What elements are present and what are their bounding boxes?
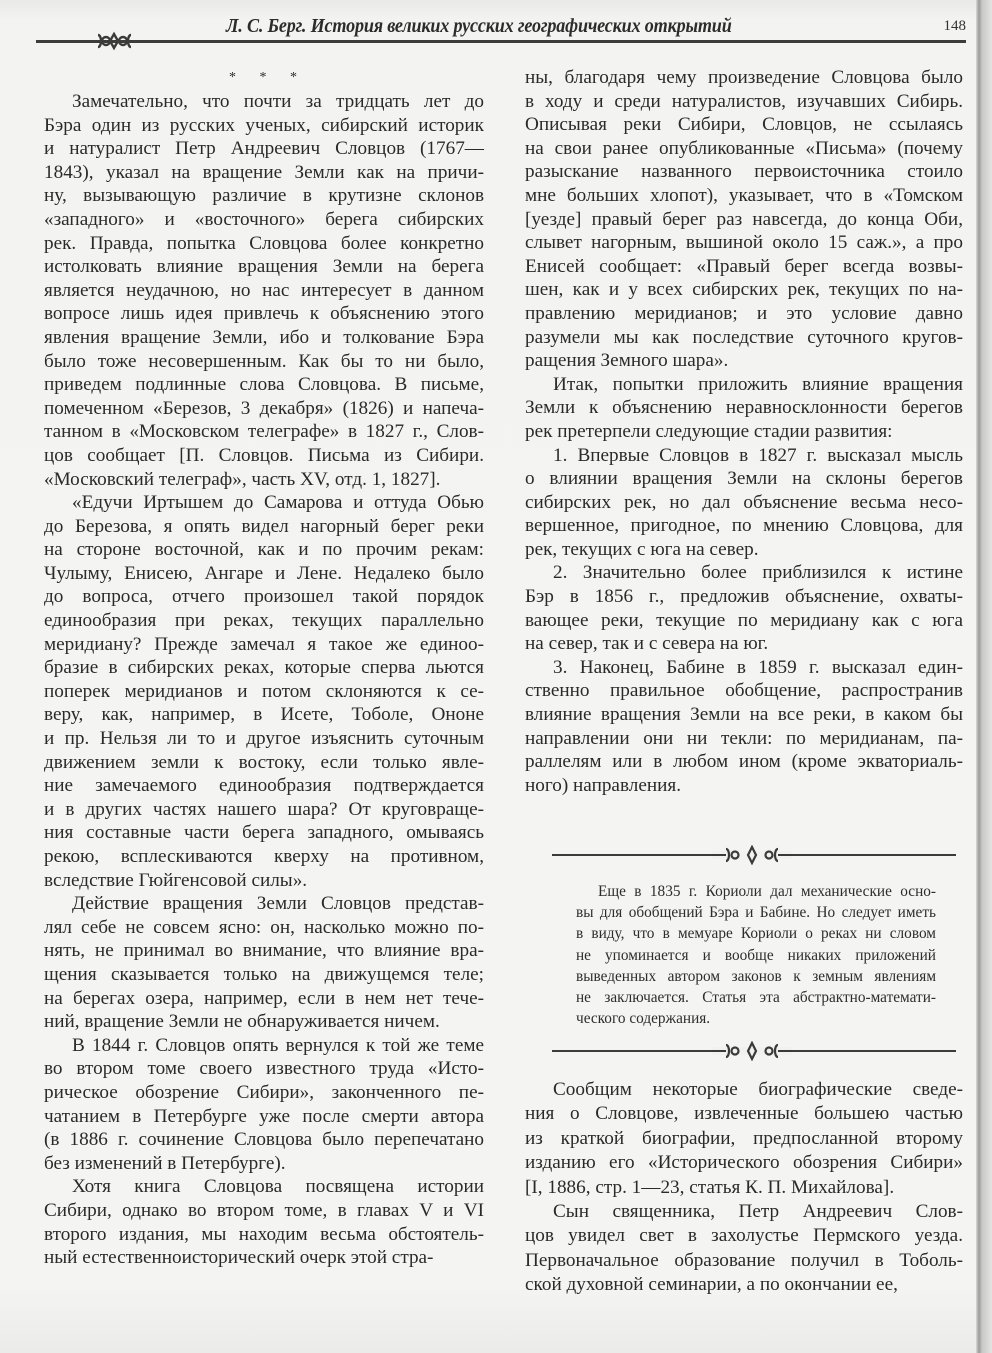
text-line: В 1844 г. Словцов опять вернулся к той же теме [72,1034,484,1056]
text-line: бразие в сибирских реках, которые сперва льются [44,657,484,679]
text-line: на стороне восточной, как и по прочим рекам: [44,539,484,561]
paragraph [525,373,963,444]
running-head [36,14,966,46]
text-line: Хотя книга Словцова посвящена истории [72,1176,484,1198]
text-line: изданию его «Исторического обозрения Сибири» [525,1152,963,1174]
footnote-box [552,843,956,1063]
text-line: рек претерпели следующие стадии развития: [525,420,893,442]
text-line: Первоначальное образование получил в Тоболь- [525,1249,963,1271]
right-column-lower [525,1078,963,1298]
text-line: 1843), указал на вращение Земли как на причи- [44,161,484,183]
text-line: Енисей сообщает: «Правый берег всегда возвы- [525,255,963,277]
text-line: ный естественноисторический очерк этой стра- [44,1247,434,1269]
text-line: было тоже несовершенным. Как бы то ни было, [44,350,484,372]
text-line: помеченном «Березов, 3 декабря» (1826) и напеча- [44,397,484,419]
footnote-line: вы для обобщений Бэра и Бабине. Но следует иметь [576,904,936,922]
text-line: до вопроса, отчего произошел такой порядок [44,586,484,608]
book-binding-edge [976,0,992,1353]
text-line: [уезде] правый берег раз навсегда, до конца Оби, [525,208,963,230]
text-line: раллелям или в любом ином (кроме экваториаль- [525,751,963,773]
text-line: без изменений в Петербурге). [44,1152,286,1174]
text-line: веру, как, например, в Исете, Тоболе, Ононе [44,704,484,726]
footnote-text [576,881,936,1029]
right-column [525,66,963,797]
text-line: на берегах озера, например, если в нем нет тече- [44,987,484,1009]
text-line: меридиану? Прежде замечал я такое же единоо- [44,633,484,655]
text-line: чатанием в Петербурге уже после смерти автора [44,1105,484,1127]
text-line: во втором томе своего известного труда «Исто- [44,1058,484,1080]
text-line: ния о Словцове, извлеченные большею частью [525,1103,963,1125]
footnote-line: не заключается. Статья эта абстрактно-математи- [576,988,936,1006]
note-bottom-rule [552,1039,956,1063]
text-line: является неудачною, но нас интересует в данном [44,279,484,301]
text-line: вершенное, пригодное, по мнению Словцова, для [525,515,963,537]
text-line: истолковать влияние вращения Земли на берега [44,256,484,278]
text-line: 3. Наконец, Бабине в 1859 г. высказал един- [553,656,963,678]
text-line: Действие вращения Земли Словцов представ- [72,893,484,915]
text-line: влияние вращения Земли на все реки, в каком бы [525,704,963,726]
text-line: ного) направления. [525,774,682,796]
text-line: ний, вращение Земли не обнаруживается ничем. [44,1011,440,1033]
text-line: ния составные части берега западного, омываясь [44,822,484,844]
text-line: шен, как и у всех сибирских рек, текущих по на- [525,279,963,301]
text-line: разумели мы как последствие суточного кругов- [525,326,963,348]
text-line: рек, текущих с юга на север. [525,538,759,560]
header-rule [36,40,966,43]
text-line: Сын священника, Петр Андреевич Слов- [553,1200,963,1222]
note-top-rule [552,843,956,867]
text-line: правлению меридианов; и это условие давно [525,302,963,324]
text-line: Описывая реки Сибири, Словцов, не ссылаясь [525,114,963,136]
left-column [44,66,484,1270]
text-line: единообразия при реках, текущих параллельно [44,610,484,632]
text-line: Земли к объяснению неравносклонности берегов [525,397,963,419]
scroll-ornament-icon [712,1041,792,1061]
text-line: цов увидел свет в захолустье Пермского уезда. [525,1225,963,1247]
text-line: на свои ранее опубликованные «Письма» (почему [525,137,963,159]
paragraph [525,561,963,655]
text-line: «Едучи Иртышем до Самарова и оттуда Обью [72,492,484,514]
text-line: ние замечаемого единообразия подтверждается [44,775,484,797]
text-line: Сибири, однако во втором томе, в главах V и VI [44,1199,484,1221]
text-line: рическое обозрение Сибири», законченного пе- [44,1081,484,1103]
text-line: в ходу и среди натуралистов, изучавших Сибирь. [525,90,963,112]
text-line: рек. Правда, попытка Словцова более конкретно [44,232,484,254]
text-line: «Московский телеграф», часть XV, отд. 1, 1827]. [44,468,441,490]
text-line: ны, благодаря чему произведение Словцова было [525,67,963,88]
text-line: поперек меридианов и потом склоняются к се- [44,680,484,702]
paragraph [44,90,484,491]
text-line: разыскание названного первоисточника стоило [525,161,963,183]
text-line: «западного» и «восточного» берега сибирских [44,208,484,230]
running-title: Л. С. Берг. История великих русских географических открытий [226,16,732,37]
paragraph [525,1078,963,1200]
text-line: 1. Впервые Словцов в 1827 г. высказал мысль [553,444,963,466]
footnote-line: Еще в 1835 г. Кориоли дал механические осно- [598,883,936,900]
text-line: вающее реки, текущие по меридиану как с юга [525,609,963,631]
text-line: ственно правильное обобщение, распространив [525,680,963,702]
text-line: [I, 1886, стр. 1—23, статья К. П. Михайлова]. [525,1176,895,1198]
text-line: до Березова, я опять видел нагорный берег реки [44,515,484,537]
text-line: на север, так и с севера на юг. [525,633,769,655]
text-line: Чулыму, Енисею, Ангаре и Лене. Недалеко было [44,562,484,584]
scroll-ornament-icon [712,845,792,865]
text-line: танном в «Московском телеграфе» в 1827 г., Слов- [44,421,484,443]
text-line: Замечательно, что почти за тридцать лет до [72,91,484,112]
right-paragraphs [525,66,963,797]
page-number: 148 [943,18,966,34]
left-paragraphs [44,90,484,1270]
text-line: 2. Значительно более приблизился к истине [553,562,963,584]
text-line: рекою, всплескиваются кверху на противном, [44,846,484,867]
paragraph [44,1175,484,1269]
paragraph [525,1200,963,1298]
text-line: из краткой биографии, предпосланной второму [525,1127,963,1149]
text-line: лял себе не совсем ясно: он, насколько можно по- [44,916,484,938]
text-line: Бэр в 1856 г., предложив объяснение, охваты- [525,586,963,608]
text-line: вследствие Гюйгенсовой силы». [44,869,308,891]
text-line: направлении они ни текли: по меридианам, па- [525,727,963,749]
paragraph [44,491,484,892]
text-line: ну, вызывающую различие в крутизне склонов [44,185,484,207]
text-line: второго издания, мы находим весьма обстоятель- [44,1223,484,1245]
text-line: и пр. Нельзя ли то и другое изъяснить суточным [44,728,484,750]
paragraph [525,444,963,562]
text-line: Бэра один из русских ученых, сибирский историк [44,114,484,136]
text-line: (в 1886 г. сочинение Словцова было перепечатано [44,1129,484,1151]
section-mark: * * * [229,70,307,85]
footnote-line: ческого содержания. [576,1010,711,1028]
text-line: и в других частях нашего шара? От круговраще- [44,798,484,820]
paragraph [44,1034,484,1176]
text-line: явления вращение Земли, ибо и толкование Бэра [44,326,484,348]
text-line: и натуралист Петр Андреевич Словцов (1767— [44,138,484,160]
text-line: сибирских рек, но дал объяснение весьма несо- [525,491,963,513]
text-line: слывет нагорным, вышиной около 15 саж.», а про [525,232,963,254]
paragraph [525,66,963,373]
text-line: движением земли к востоку, если только явле- [44,751,484,773]
text-line: вопросе лишь идея привлечь к объяснению этого [44,303,484,325]
paragraph [525,656,963,798]
text-line: приведем подлинные слова Словцова. В письме, [44,374,484,396]
paragraph [44,892,484,1034]
footnote-line: в виду, что в мемуаре Кориоли о реках ни словом [576,925,936,943]
text-line: Итак, попытки приложить влияние вращения [553,373,963,395]
text-line: щения сказывается только на движущемся теле; [44,963,484,985]
text-line: цов сообщает [П. Словцов. Письма из Сибири. [44,444,484,466]
text-line: ской духовной семинарии, а по окончании ее, [525,1274,898,1296]
text-line: ращения Земного шара». [525,350,729,372]
footnote-line: не упоминается и вообще никаких приложений [576,946,936,964]
text-line: о влиянии вращения Земли на склоны берегов [525,468,963,490]
text-line: нять, не принимал во внимание, что влияние вра- [44,940,484,962]
footnote-line: выведенных автором законов к земным явлениям [576,967,936,985]
text-line: мне больших хлопот), указывает, что в «Томском [525,184,963,206]
text-line: Сообщим некоторые биографические сведе- [553,1079,963,1100]
